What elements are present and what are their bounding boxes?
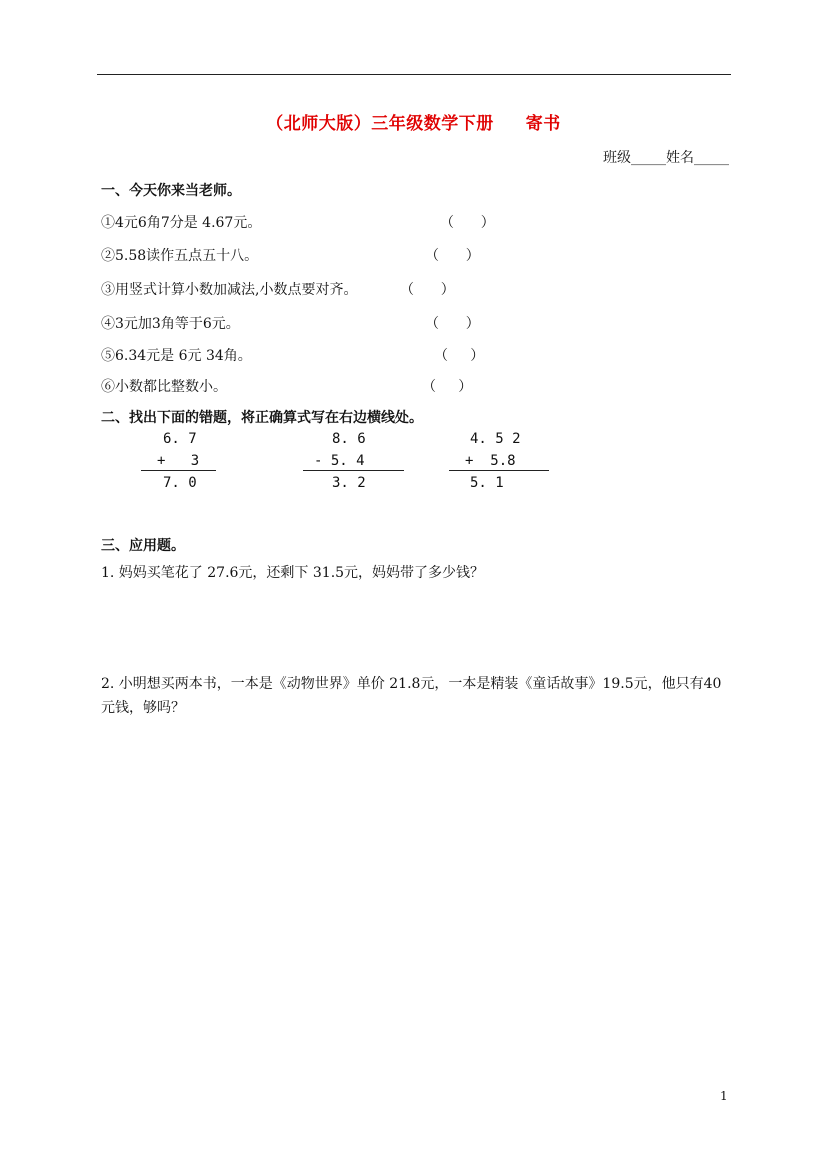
calc1-operand: + 3 xyxy=(157,453,200,469)
calc3-operand: + 5.8 xyxy=(465,453,516,469)
section3-heading: 三、应用题。 xyxy=(101,538,185,554)
judge-item-4: ④3元加3角等于6元。 xyxy=(101,316,240,332)
page-title xyxy=(0,109,827,134)
calc2-result: 3. 2 xyxy=(332,475,366,491)
answer-paren-3: （ ） xyxy=(400,282,455,298)
judge-item-6: ⑥小数都比整数小。 xyxy=(101,379,227,395)
title-tail: 寄书 xyxy=(525,114,561,134)
judge-item-2: ②5.58读作五点五十八。 xyxy=(101,248,259,264)
class-name-line: 班级_____姓名_____ xyxy=(603,150,729,166)
judge-item-1: ①4元6角7分是 4.67元。 xyxy=(101,215,262,231)
calc1-result: 7. 0 xyxy=(163,475,197,491)
answer-paren-5: （ ） xyxy=(434,348,485,364)
calc3-line xyxy=(449,470,549,471)
calc1-line xyxy=(141,470,216,471)
calc3-result: 5. 1 xyxy=(470,475,504,491)
page-number: 1 xyxy=(720,1089,728,1103)
calc2-operand: - 5. 4 xyxy=(314,453,365,469)
judge-item-5: ⑤6.34元是 6元 34角。 xyxy=(101,348,252,364)
word-problem-1: 1. 妈妈买笔花了 27.6元，还剩下 31.5元，妈妈带了多少钱？ xyxy=(101,565,485,581)
judge-item-3: ③用竖式计算小数加减法,小数点要对齐。 xyxy=(101,282,358,298)
calc3-top: 4. 5 2 xyxy=(470,431,521,447)
calc2-top: 8. 6 xyxy=(332,431,366,447)
calc2-line xyxy=(303,470,404,471)
header-rule xyxy=(97,74,731,75)
answer-paren-1: （ ） xyxy=(440,215,495,231)
answer-paren-2: （ ） xyxy=(425,248,480,264)
section2-heading: 二、找出下面的错题，将正确算式写在右边横线处。 xyxy=(101,410,423,426)
calc1-top: 6. 7 xyxy=(163,431,197,447)
title-main: （北师大版）三年级数学下册 xyxy=(266,114,494,134)
section1-heading: 一、今天你来当老师。 xyxy=(101,183,241,199)
answer-paren-4: （ ） xyxy=(425,316,480,332)
answer-paren-6: （ ） xyxy=(422,379,473,395)
word-problem-2: 2. 小明想买两本书，一本是《动物世界》单价 21.8元，一本是精装《童话故事》19.5元，他只有40元钱，够吗？ xyxy=(101,676,722,716)
